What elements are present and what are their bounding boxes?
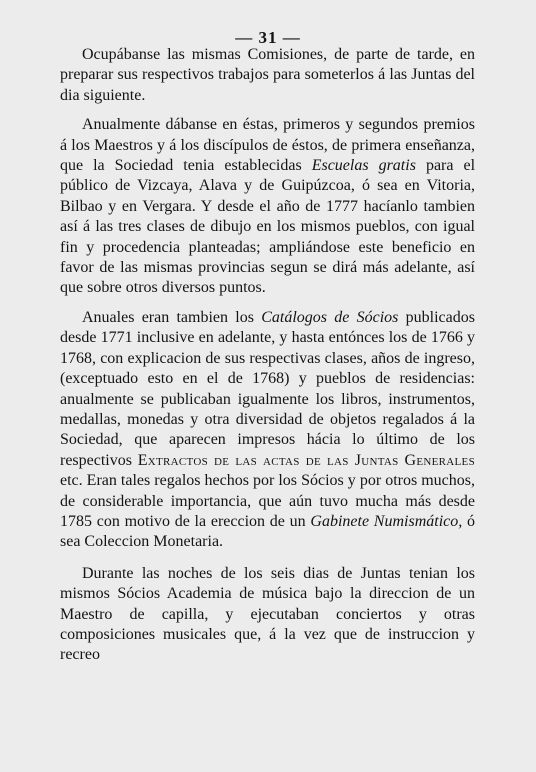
paragraph-3-text-a: Anuales eran tambien los — [82, 308, 262, 326]
paragraph-3-text-b: publicados desde 1771 inclusive en adelante, y hasta entónces los de 1766 y 1768, con explicacion de sus respectivas clases, años de ingreso, (exceptuado esto en el de 1768) y pueblos de residencias: anualmente se publicaban igualmente los libros, instrumentos, medallas, monedas y otra diversidad de objetos regalados á la Sociedad, que aparecen impresos hácia lo último de los respectivos — [60, 308, 475, 469]
paragraph-3-smallcaps-extractos: Extractos de las actas de las Juntas Generales — [137, 451, 475, 469]
paragraph-1 — [60, 45, 475, 106]
paragraph-4 — [60, 564, 475, 666]
paragraph-3-text-c: etc. Eran tales regalos hechos por los Sócios y por otros muchos, de considerable importancia, que aún tuvo mucha más desde 1785 con motivo de la ereccion de un — [60, 472, 475, 530]
paragraph-3-emphasis-catalogos: Catálogos de Sócios — [261, 308, 399, 326]
paragraph-3 — [60, 308, 475, 553]
paragraph-3-text-d: ó sea Coleccion Monetaria. — [60, 512, 476, 551]
paragraph-2-text-a: Anualmente dábanse en éstas, primeros y segundos premios á los Maestros y á los discípulos de éstos, de primera enseñanza, que la Sociedad tenia establecidas — [60, 116, 475, 175]
page-number: — 31 — — [235, 28, 301, 47]
paragraph-1-text: Ocupábanse las mismas Comisiones, de parte de tarde, en preparar sus respectivos trabajos para someterlos á las Juntas del dia siguiente. — [60, 46, 475, 104]
paragraph-2-text-b: para el público de Vizcaya, Alava y de Guipúzcoa, ó sea en Vitoria, Bilbao y en Vergara. Y desde el año de 1777 hacíanlo tambien así á las tres clases de dibujo en los mismos pueblos, con igual fin y procedencia planteadas; ampliándose este beneficio en favor de las mismas provincias segun se dirá más adelante, así que sobre otros diversos puntos. — [60, 157, 476, 297]
body-text — [60, 45, 475, 666]
paragraph-3-emphasis-gabinete: Gabinete Numismático, — [310, 512, 463, 530]
paragraph-2 — [60, 115, 475, 299]
paragraph-2-emphasis: Escuelas gratis — [311, 157, 416, 175]
paragraph-4-text: Durante las noches de los seis dias de Juntas tenian los mismos Sócios Academia de música bajo la direccion de un Maestro de capilla, y ejecutaban conciertos y otras composiciones musicales que, á la vez que de instruccion y recreo — [60, 564, 475, 664]
